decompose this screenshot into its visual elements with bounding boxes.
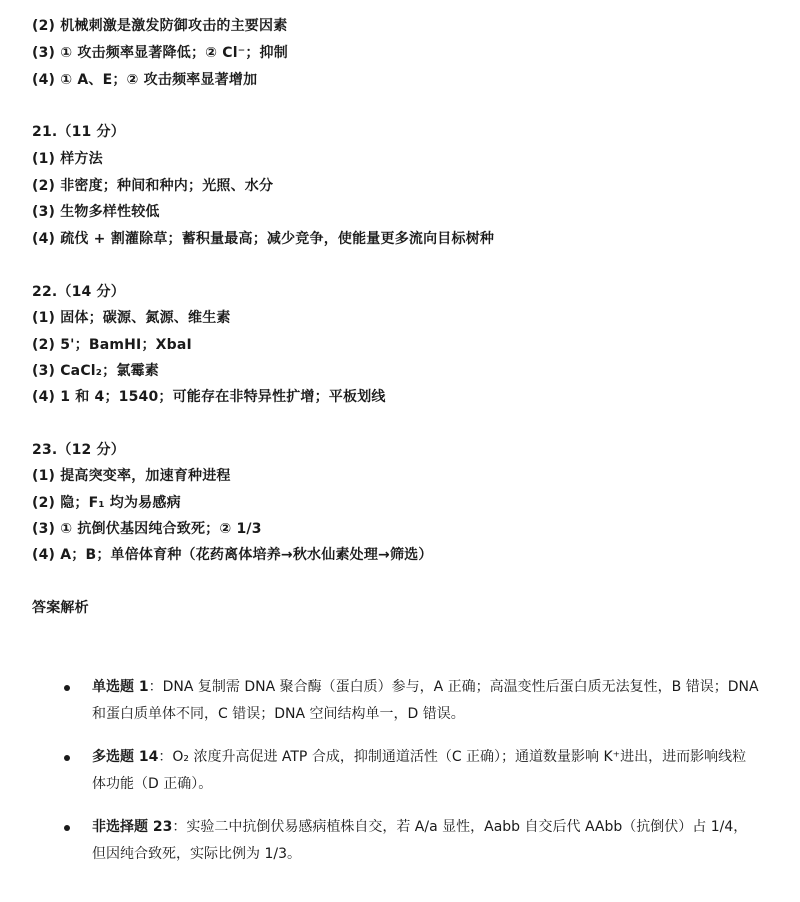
- answer-line: (3) ① 抗倒伏基因纯合致死；② 1/3: [32, 521, 262, 537]
- analysis-text: ：DNA 复制需 DNA 聚合酶（蛋白质）参与，A 正确；高温变性后蛋白质无法复性，B 错误；DNA 和蛋白质单体不同，C 错误；DNA 空间结构单一，D 错误。: [92, 679, 759, 722]
- bullet-dot-icon: [64, 755, 70, 761]
- analysis-text: ：实验二中抗倒伏易感病植株自交，若 A/a 显性，Aabb 自交后代 AAbb（抗倒伏）占 1/4，但因纯合致死，实际比例为 1/3。: [92, 819, 748, 862]
- answer-line: (1) 样方法: [32, 151, 103, 167]
- analysis-label: 非选择题 23: [92, 819, 173, 835]
- analysis-item: [60, 814, 760, 868]
- analysis-item: [60, 674, 760, 728]
- analysis-title: 答案解析: [32, 600, 89, 616]
- answer-line: (3) CaCl₂；氯霉素: [32, 363, 159, 379]
- answer-line: (3) ① 攻击频率显著降低；② Cl⁻；抑制: [32, 45, 288, 61]
- question-22-heading: 22.（14 分）: [32, 284, 125, 300]
- answer-line: (1) 固体；碳源、氮源、维生素: [32, 310, 231, 326]
- bullet-dot-icon: [64, 685, 70, 691]
- analysis-list: [60, 674, 760, 884]
- answer-line: (2) 5'；BamHI；XbaI: [32, 337, 192, 353]
- analysis-label: 单选题 1: [92, 679, 149, 695]
- bullet-dot-icon: [64, 825, 70, 831]
- answer-line: (1) 提高突变率，加速育种进程: [32, 468, 231, 484]
- answer-line: (3) 生物多样性较低: [32, 204, 160, 220]
- answer-line: (4) 疏伐 + 割灌除草；蓄积量最高；减少竞争，使能量更多流向目标树种: [32, 231, 495, 247]
- answer-line: (4) ① A、E；② 攻击频率显著增加: [32, 72, 258, 88]
- answer-line: (2) 隐；F₁ 均为易感病: [32, 495, 181, 511]
- question-23-heading: 23.（12 分）: [32, 442, 125, 458]
- answer-line: (2) 机械刺激是激发防御攻击的主要因素: [32, 18, 288, 34]
- answer-line: (4) 1 和 4；1540；可能存在非特异性扩增；平板划线: [32, 389, 386, 405]
- analysis-label: 多选题 14: [92, 749, 159, 765]
- answer-line: (2) 非密度；种间和种内；光照、水分: [32, 178, 274, 194]
- answer-line: (4) A；B；单倍体育种（花药离体培养→秋水仙素处理→筛选）: [32, 547, 433, 563]
- analysis-text: ：O₂ 浓度升高促进 ATP 合成，抑制通道活性（C 正确）；通道数量影响 K⁺进出，进而影响线粒体功能（D 正确）。: [92, 749, 747, 792]
- analysis-item: [60, 744, 760, 798]
- question-21-heading: 21.（11 分）: [32, 124, 125, 140]
